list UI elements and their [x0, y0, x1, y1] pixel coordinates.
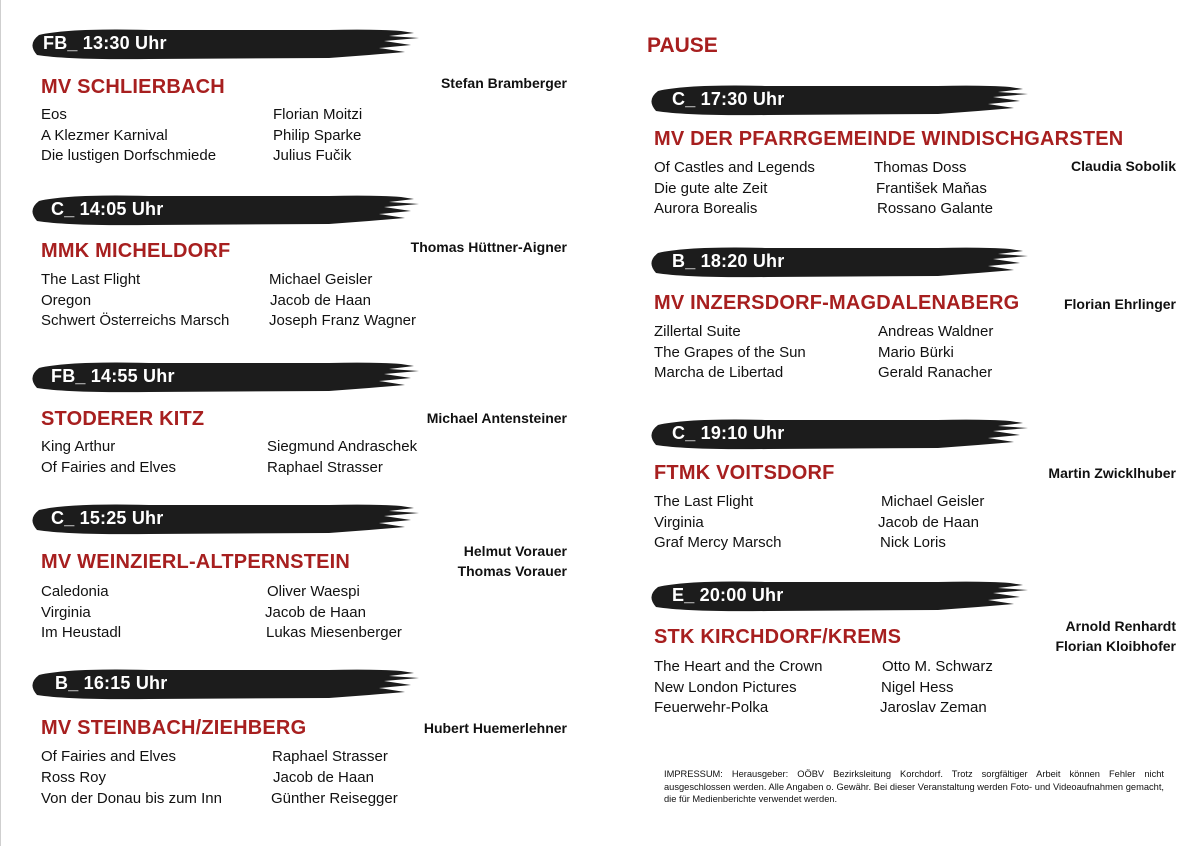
composer-name: Julius Fučik — [273, 147, 352, 164]
piece-title: Caledonia — [41, 583, 109, 600]
piece-title: A Klezmer Karnival — [41, 126, 168, 144]
piece-title: Die gute alte Zeit — [654, 179, 768, 197]
imprint-text: IMPRESSUM: Herausgeber: OÖBV Bezirksleitung Korchdorf. Trotz sorgfältiger Arbeit können Fehler nicht ausgeschlossen werden. Alle Angaben o. Gewähr. Bei dieser Veranstaltung werden Foto- und Videoaufnahmen gemacht, die für Medienberichte verwendet werden. — [664, 769, 1164, 804]
piece-title: The Last Flight — [41, 271, 141, 288]
piece-title: Feuerwehr-Polka — [654, 699, 769, 716]
time-label: FB_ 14:55 Uhr — [51, 366, 175, 386]
pause-heading: PAUSE — [647, 34, 718, 57]
composer-name: Joseph Franz Wagner — [269, 312, 417, 329]
conductor-name: Stefan Bramberger — [440, 75, 567, 91]
piece-title: Eos — [41, 106, 67, 123]
time-banner — [29, 27, 419, 61]
composer-name: Thomas Doss — [874, 159, 967, 176]
composer-name: Raphael Strasser — [267, 459, 383, 476]
piece-title: Of Castles and Legends — [654, 159, 815, 176]
conductor-name: Martin Zwicklhuber — [1048, 465, 1176, 481]
band-name: MV WEINZIERL-ALTPERNSTEIN — [41, 551, 351, 573]
band-name: STODERER KITZ — [41, 408, 205, 430]
conductor-name: Arnold Renhardt — [1065, 618, 1176, 634]
piece-title: Ross Roy — [41, 769, 107, 786]
piece-title: Die lustigen Dorfschmiede — [41, 147, 217, 164]
piece-title: Im Heustadl — [41, 624, 122, 641]
time-label: C_ 17:30 Uhr — [672, 89, 785, 109]
conductor-name: Hubert Huemerlehner — [423, 720, 567, 736]
time-banner — [648, 579, 1028, 613]
composer-name: Oliver Waespi — [267, 583, 360, 600]
time-banner — [29, 502, 419, 536]
time-label: C_ 15:25 Uhr — [51, 508, 164, 528]
time-banner — [29, 193, 419, 227]
composer-name: Rossano Galante — [877, 200, 993, 217]
piece-title: New London Pictures — [654, 678, 797, 696]
composer-name: Andreas Waldner — [878, 323, 994, 340]
piece-title: Von der Donau bis zum Inn — [41, 790, 222, 807]
time-label: C_ 14:05 Uhr — [51, 199, 164, 219]
composer-name: Nick Loris — [880, 534, 946, 551]
time-label: E_ 20:00 Uhr — [672, 585, 784, 605]
piece-title: Of Fairies and Elves — [41, 748, 177, 765]
conductor-name: Florian Kloibhofer — [1055, 638, 1176, 654]
composer-name: Siegmund Andraschek — [267, 438, 418, 455]
time-banner — [29, 360, 419, 394]
composer-name: Jaroslav Zeman — [880, 699, 987, 716]
composer-name: Günther Reisegger — [271, 790, 398, 807]
composer-name: Jacob de Haan — [878, 513, 979, 531]
composer-name: Otto M. Schwarz — [882, 658, 993, 675]
composer-name: Raphael Strasser — [272, 748, 388, 765]
band-name: MV DER PFARRGEMEINDE WINDISCHGARSTEN — [654, 128, 1124, 150]
band-name: MMK MICHELDORF — [41, 240, 231, 262]
time-banner — [648, 417, 1028, 451]
composer-name: Jacob de Haan — [273, 769, 374, 786]
band-name: MV SCHLIERBACH — [41, 76, 225, 98]
time-label: C_ 19:10 Uhr — [672, 423, 785, 443]
piece-title: Virginia — [41, 603, 91, 621]
conductor-name: Florian Ehrlinger — [1063, 296, 1176, 312]
time-label: FB_ 13:30 Uhr — [43, 33, 167, 53]
conductor-name: Thomas Hüttner-Aigner — [410, 239, 567, 255]
piece-title: Oregon — [41, 291, 92, 309]
piece-title: The Grapes of the Sun — [654, 343, 806, 361]
time-banner — [29, 667, 419, 701]
composer-name: Gerald Ranacher — [878, 364, 993, 381]
composer-name: Mario Bürki — [878, 343, 954, 361]
time-label: B_ 18:20 Uhr — [672, 251, 785, 271]
composer-name: Jacob de Haan — [265, 603, 366, 621]
page-edge — [0, 0, 1, 846]
piece-title: King Arthur — [41, 438, 116, 455]
composer-name: Michael Geisler — [881, 493, 985, 510]
piece-title: Schwert Österreichs Marsch — [41, 312, 230, 329]
time-banner — [648, 245, 1028, 279]
composer-name: František Maňas — [876, 179, 987, 197]
piece-title: Zillertal Suite — [654, 323, 741, 340]
piece-title: Graf Mercy Marsch — [654, 534, 782, 551]
piece-title: Of Fairies and Elves — [41, 459, 177, 476]
piece-title: The Last Flight — [654, 493, 754, 510]
band-name: STK KIRCHDORF/KREMS — [654, 626, 902, 648]
band-name: MV STEINBACH/ZIEHBERG — [41, 717, 307, 739]
piece-title: Virginia — [654, 513, 704, 531]
conductor-name: Claudia Sobolik — [1070, 158, 1176, 174]
composer-name: Lukas Miesenberger — [266, 624, 402, 641]
composer-name: Jacob de Haan — [270, 291, 371, 309]
composer-name: Florian Moitzi — [273, 106, 363, 123]
composer-name: Philip Sparke — [273, 126, 362, 144]
piece-title: Marcha de Libertad — [654, 364, 784, 381]
composer-name: Nigel Hess — [881, 678, 954, 696]
conductor-name: Michael Antensteiner — [426, 410, 567, 426]
composer-name: Michael Geisler — [269, 271, 373, 288]
piece-title: The Heart and the Crown — [654, 658, 823, 675]
conductor-name: Thomas Vorauer — [457, 563, 567, 579]
conductor-name: Helmut Vorauer — [463, 543, 567, 559]
time-label: B_ 16:15 Uhr — [55, 673, 168, 693]
band-name: FTMK VOITSDORF — [654, 462, 835, 484]
band-name: MV INZERSDORF-MAGDALENABERG — [654, 292, 1020, 314]
piece-title: Aurora Borealis — [654, 200, 758, 217]
time-banner — [648, 83, 1028, 117]
